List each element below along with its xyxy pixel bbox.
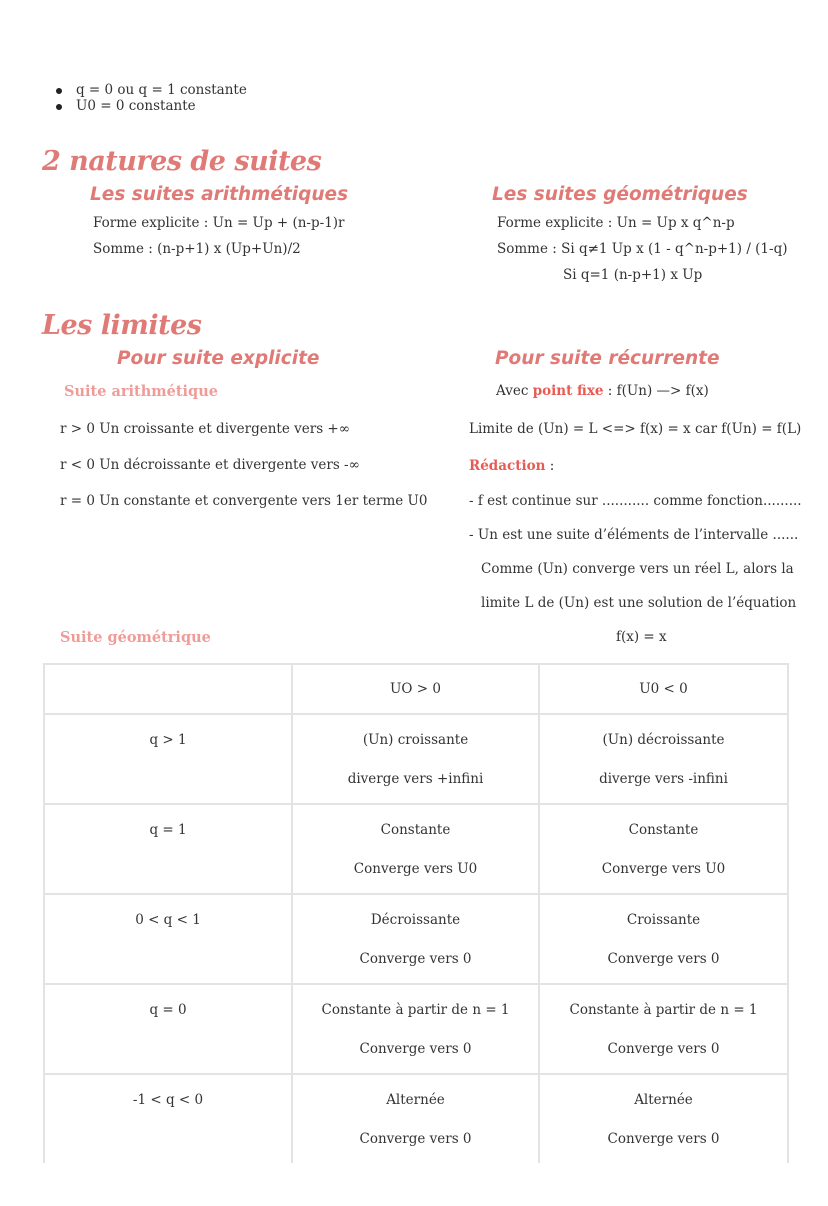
table-row [44, 894, 788, 984]
arith-somme: Somme : (n-p+1) x (Up+Un)/2 [93, 241, 301, 257]
bullet-item: q = 0 ou q = 1 constante [76, 82, 247, 98]
recurrente-title: Pour suite récurrente [495, 348, 720, 369]
limites-title: Les limites [42, 310, 202, 341]
bullet-dot [56, 104, 62, 110]
neg-cell: Constante Converge vers U0 [539, 804, 788, 894]
bullet-dot [56, 88, 62, 94]
avec-suffix: : f(Un) —> f(x) [607, 383, 709, 399]
arith-limit-line: r > 0 Un croissante et divergente vers +∞ [60, 421, 350, 437]
q-cell: q > 1 [44, 714, 292, 804]
table-row [44, 804, 788, 894]
q-cell: q = 0 [44, 984, 292, 1074]
explicite-title: Pour suite explicite [117, 348, 320, 369]
redaction-paragraph: Comme (Un) converge vers un réel L, alors la [481, 561, 794, 577]
redaction-colon: : [549, 458, 555, 474]
geo-somme: Somme : Si q≠1 Up x (1 - q^n-p+1) / (1-q) [497, 241, 788, 257]
neg-cell: Constante à partir de n = 1 Converge vers 0 [539, 984, 788, 1074]
avec-prefix: Avec [496, 383, 529, 399]
q-cell: q = 1 [44, 804, 292, 894]
arith-subtitle: Suite arithmétique [64, 383, 218, 400]
redaction-item: - f est continue sur ........... comme fonction......... [469, 493, 802, 509]
point-fixe-label: point fixe [532, 383, 604, 399]
arith-limit-line: r = 0 Un constante et convergente vers 1er terme U0 [60, 493, 428, 509]
geo-forme: Forme explicite : Un = Up x q^n-p [497, 215, 735, 231]
redaction-label: Rédaction [469, 458, 546, 474]
q-cell: -1 < q < 0 [44, 1074, 292, 1163]
table-header-row [44, 664, 788, 714]
point-fixe-line [496, 383, 709, 399]
natures-title: 2 natures de suites [42, 146, 322, 177]
arith-title: Les suites arithmétiques [90, 184, 349, 205]
pos-cell: (Un) croissante diverge vers +infini [292, 714, 539, 804]
table-row [44, 1074, 788, 1163]
table-row [44, 714, 788, 804]
pos-cell: Constante Converge vers U0 [292, 804, 539, 894]
header-cell: UO > 0 [292, 664, 539, 714]
neg-cell: Alternée Converge vers 0 [539, 1074, 788, 1163]
pos-cell: Constante à partir de n = 1 Converge vers 0 [292, 984, 539, 1074]
table-row [44, 984, 788, 1074]
header-cell [44, 664, 292, 714]
geometric-table [43, 663, 789, 1163]
redaction-item: - Un est une suite d’éléments de l’intervalle ...... [469, 527, 799, 543]
redaction-paragraph: limite L de (Un) est une solution de l’équation [481, 595, 797, 611]
redaction-line [469, 458, 554, 474]
geo-title: Les suites géométriques [492, 184, 748, 205]
pos-cell: Décroissante Converge vers 0 [292, 894, 539, 984]
bullet-item: U0 = 0 constante [76, 98, 196, 114]
geo-somme-2: Si q=1 (n-p+1) x Up [563, 267, 703, 283]
equation: f(x) = x [616, 629, 667, 645]
neg-cell: Croissante Converge vers 0 [539, 894, 788, 984]
limite-line: Limite de (Un) = L <=> f(x) = x car f(Un) = f(L) [469, 421, 802, 437]
q-cell: 0 < q < 1 [44, 894, 292, 984]
pos-cell: Alternée Converge vers 0 [292, 1074, 539, 1163]
header-cell: U0 < 0 [539, 664, 788, 714]
arith-limit-line: r < 0 Un décroissante et divergente vers -∞ [60, 457, 360, 473]
arith-forme: Forme explicite : Un = Up + (n-p-1)r [93, 215, 345, 231]
geo-subtitle: Suite géométrique [60, 629, 211, 646]
neg-cell: (Un) décroissante diverge vers -infini [539, 714, 788, 804]
